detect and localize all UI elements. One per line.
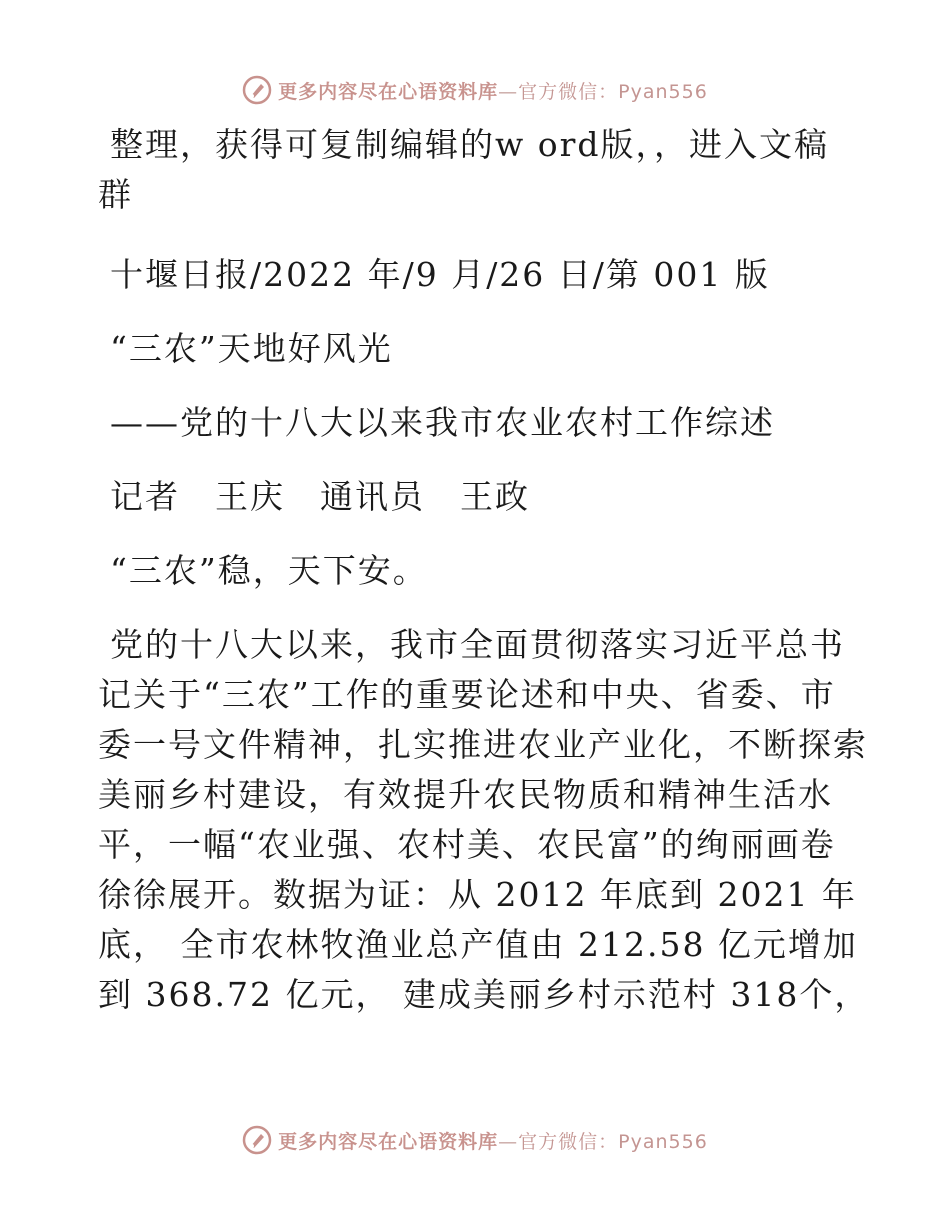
byline: 记者 王庆 通讯员 王政 [110, 477, 530, 516]
watermark-wechat-text: 官方微信：Pyan556 [518, 80, 708, 103]
article-title: “三农”天地好风光 [110, 329, 393, 368]
article-subtitle: ——党的十八大以来我市农业农村工作综述 [110, 403, 775, 442]
header-watermark [0, 70, 950, 110]
watermark-main-text: 更多内容尽在心语资料库 [278, 80, 499, 103]
lead-paragraph: “三农”稳，天下安。 [110, 551, 428, 590]
body-line: 到 368.72 亿元， 建成美丽乡村示范村 318个， [98, 975, 870, 1014]
body-line: 平，一幅“农业强、农村美、农民富”的绚丽画卷 [98, 825, 836, 864]
body-line: 徐徐展开。数据为证：从 2012 年底到 2021 年 [98, 875, 857, 914]
body-line: 党的十八大以来，我市全面贯彻落实习近平总书 [110, 625, 845, 664]
pen-nib-seal-icon [242, 75, 272, 105]
footer-watermark [0, 1120, 950, 1160]
pen-nib-seal-icon [242, 1125, 272, 1155]
watermark-wechat-text: 官方微信：Pyan556 [518, 1130, 708, 1153]
body-line: 美丽乡村建设，有效提升农民物质和精神生活水 [98, 775, 833, 814]
body-line: 委一号文件精神，扎实推进农业产业化，不断探索 [98, 725, 868, 764]
body-paragraph [98, 620, 870, 1020]
source-line: 十堰日报/2022 年/9 月/26 日/第 001 版 [110, 255, 770, 294]
body-line: 底， 全市农林牧渔业总产值由 212.58 亿元增加 [98, 925, 858, 964]
intro-line-2: 群 [98, 175, 133, 214]
document-body [98, 120, 870, 1020]
body-line: 记关于“三农”工作的重要论述和中央、省委、市 [98, 675, 836, 714]
intro-line-1: 整理，获得可复制编辑的w ord版，，进入文稿 [110, 125, 830, 164]
watermark-separator: — [498, 1130, 519, 1153]
watermark-main-text: 更多内容尽在心语资料库 [278, 1130, 499, 1153]
watermark-separator: — [498, 80, 519, 103]
